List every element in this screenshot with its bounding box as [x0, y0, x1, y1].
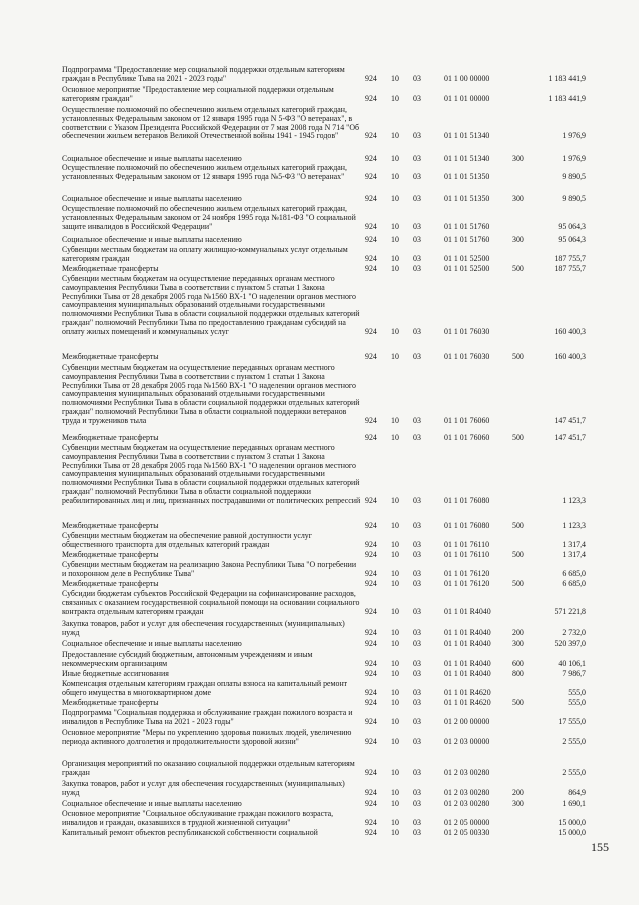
- row-amount: 9 890,5: [562, 171, 586, 181]
- row-subsection-code: 03: [413, 326, 421, 336]
- row-name: Межбюджетные трансферты: [62, 352, 159, 361]
- row-subsection-code: 03: [413, 817, 421, 827]
- row-name: Основное мероприятие "Предоставление мер социальной поддержки отдельным категориям граждан": [62, 85, 334, 103]
- row-amount: 1 317,4: [562, 539, 586, 549]
- row-name: Субвенции местным бюджетам на реализацию Закона Республики Тыва "О погребении и похоронном деле в Республике Тыва": [62, 560, 357, 578]
- row-subsection-code: 03: [413, 93, 421, 103]
- row-target-article-code: 01 1 01 51350: [444, 194, 490, 203]
- row-subsection-code: 03: [413, 521, 421, 530]
- row-admin-code: 924: [365, 264, 377, 273]
- row-admin-code: 924: [365, 550, 377, 559]
- row-section-code: 10: [391, 550, 399, 559]
- row-expense-type-code: 200: [512, 627, 524, 637]
- row-subsection-code: 03: [413, 787, 421, 797]
- row-target-article-code: 01 1 01 76030: [444, 326, 490, 336]
- row-target-article-code: 01 2 03 00280: [444, 799, 490, 808]
- row-target-article-code: 01 2 00 00000: [444, 716, 490, 726]
- row-admin-code: 924: [365, 194, 377, 203]
- row-admin-code: 924: [365, 521, 377, 530]
- row-subsection-code: 03: [413, 568, 421, 578]
- row-section-code: 10: [391, 326, 399, 336]
- row-target-article-code: 01 1 01 51340: [444, 131, 490, 141]
- row-admin-code: 924: [365, 579, 377, 588]
- row-subsection-code: 03: [413, 415, 421, 425]
- row-section-code: 10: [391, 579, 399, 588]
- row-admin-code: 924: [365, 235, 377, 244]
- row-subsection-code: 03: [413, 539, 421, 549]
- row-target-article-code: 01 1 01 51760: [444, 235, 490, 244]
- row-section-code: 10: [391, 568, 399, 578]
- row-target-article-code: 01 1 01 51350: [444, 171, 490, 181]
- row-subsection-code: 03: [413, 235, 421, 244]
- row-name: Субвенции местным бюджетам на оплату жилищно-коммунальных услуг отдельным категориям граждан: [62, 245, 348, 263]
- row-name: Межбюджетные трансферты: [62, 579, 159, 588]
- row-target-article-code: 01 1 01 76080: [444, 521, 490, 530]
- row-name: Субвенции местным бюджетам на осуществление переданных органам местного самоуправления Республики Тыва в соответствии с пунктом 5 статьи 1 Закона Республики Тыва от 28 декабря 2005 года №1560 ВХ-1 "О наделении органов местного самоуправления муниципальных образований отдельными государственными полномочиями Республики Тыва в области социальной поддержки отдельных категорий граждан" полномочий Республики Тыва по предоставлению гражданам субсидий на оплату жилых помещений и коммунальных услуг: [62, 274, 360, 336]
- row-section-code: 10: [391, 799, 399, 808]
- row-section-code: 10: [391, 93, 399, 103]
- row-subsection-code: 03: [413, 221, 421, 231]
- row-section-code: 10: [391, 253, 399, 263]
- row-subsection-code: 03: [413, 736, 421, 746]
- row-target-article-code: 01 1 01 00000: [444, 93, 490, 103]
- page-number: 155: [591, 840, 609, 854]
- row-section-code: 10: [391, 658, 399, 668]
- row-section-code: 10: [391, 539, 399, 549]
- row-amount: 9 890,5: [562, 194, 586, 203]
- row-target-article-code: 01 2 03 00280: [444, 787, 490, 797]
- row-admin-code: 924: [365, 736, 377, 746]
- row-name: Субвенции местным бюджетам на осуществление переданных органам местного самоуправления Республики Тыва в соответствии с пунктом 3 статьи 1 Закона Республики Тыва от 28 декабря 2005 года №1560 ВХ-1 "О наделении органов местного самоуправления муниципальных образований отдельными государственными полномочиями Республики Тыва в области социальной поддержки отдельных категорий граждан" полномочий Республики Тыва в области социальной поддержки реабилитированных лиц и лиц, признанных пострадавшими от политических репрессий: [62, 443, 361, 505]
- row-target-article-code: 01 1 01 76110: [444, 539, 490, 549]
- row-admin-code: 924: [365, 698, 377, 707]
- row-admin-code: 924: [365, 93, 377, 103]
- row-admin-code: 924: [365, 787, 377, 797]
- row-section-code: 10: [391, 669, 399, 678]
- row-section-code: 10: [391, 687, 399, 697]
- row-subsection-code: 03: [413, 433, 421, 442]
- row-subsection-code: 03: [413, 716, 421, 726]
- row-target-article-code: 01 1 01 R4620: [444, 698, 491, 707]
- row-amount: 2 732,0: [562, 627, 586, 637]
- row-subsection-code: 03: [413, 131, 421, 141]
- row-section-code: 10: [391, 495, 399, 505]
- row-expense-type-code: 300: [512, 194, 524, 203]
- row-admin-code: 924: [365, 767, 377, 777]
- row-name: Иные бюджетные ассигнования: [62, 669, 169, 678]
- row-section-code: 10: [391, 817, 399, 827]
- row-admin-code: 924: [365, 221, 377, 231]
- row-section-code: 10: [391, 221, 399, 231]
- row-section-code: 10: [391, 787, 399, 797]
- row-section-code: 10: [391, 828, 399, 837]
- row-section-code: 10: [391, 627, 399, 637]
- row-target-article-code: 01 2 05 00330: [444, 828, 490, 837]
- row-amount: 6 685,0: [562, 579, 586, 588]
- row-target-article-code: 01 1 01 52500: [444, 264, 490, 273]
- row-subsection-code: 03: [413, 171, 421, 181]
- row-name: Межбюджетные трансферты: [62, 264, 159, 273]
- row-amount: 1 183 441,9: [548, 73, 586, 83]
- row-target-article-code: 01 1 01 R4040: [444, 627, 491, 637]
- row-target-article-code: 01 1 00 00000: [444, 73, 490, 83]
- row-amount: 15 000,0: [558, 817, 586, 827]
- row-subsection-code: 03: [413, 194, 421, 203]
- row-expense-type-code: 200: [512, 787, 524, 797]
- row-amount: 147 451,7: [554, 433, 586, 442]
- row-target-article-code: 01 1 01 76120: [444, 579, 490, 588]
- row-section-code: 10: [391, 352, 399, 361]
- row-section-code: 10: [391, 736, 399, 746]
- row-name: Межбюджетные трансферты: [62, 550, 159, 559]
- row-name: Субсидии бюджетам субъектов Российской Федерации на софинансирование расходов, связанных с оказанием государственной социальной помощи на основании социального контракта отдельным категориям граждан: [62, 589, 360, 616]
- row-target-article-code: 01 1 01 76060: [444, 433, 490, 442]
- row-name: Социальное обеспечение и иные выплаты населению: [62, 639, 242, 648]
- row-amount: 40 106,1: [558, 658, 586, 668]
- row-amount: 15 000,0: [558, 828, 586, 837]
- row-expense-type-code: 300: [512, 154, 524, 163]
- row-expense-type-code: 300: [512, 639, 524, 648]
- row-amount: 160 400,3: [554, 326, 586, 336]
- row-name: Субвенции местным бюджетам на осуществление переданных органам местного самоуправления Республики Тыва в соответствии с пунктом 1 статьи 1 Закона Республики Тыва от 28 декабря 2005 года №1560 ВХ-1 "О наделении органов местного самоуправления муниципальных образований отдельными государственными полномочиями Республики Тыва в области социальной поддержки отдельных категорий граждан" полномочий Республики Тыва в области социальной поддержки ветеранов труда и тружеников тыла: [62, 363, 360, 425]
- row-name: Организация мероприятий по оказанию социальной поддержки отдельным категориям граждан: [62, 759, 355, 777]
- row-amount: 1 690,1: [562, 799, 586, 808]
- row-subsection-code: 03: [413, 264, 421, 273]
- row-target-article-code: 01 1 01 76080: [444, 495, 490, 505]
- row-expense-type-code: 500: [512, 352, 524, 361]
- row-subsection-code: 03: [413, 799, 421, 808]
- row-name: Основное мероприятие "Меры по укреплению здоровья пожилых людей, увеличению периода активного долголетия и продолжительности здоровой жизни": [62, 728, 352, 746]
- row-name: Межбюджетные трансферты: [62, 433, 159, 442]
- row-section-code: 10: [391, 171, 399, 181]
- row-amount: 1 317,4: [562, 550, 586, 559]
- row-amount: 864,9: [568, 787, 586, 797]
- row-expense-type-code: 500: [512, 264, 524, 273]
- row-amount: 2 555,0: [562, 767, 586, 777]
- row-admin-code: 924: [365, 828, 377, 837]
- row-expense-type-code: 500: [512, 433, 524, 442]
- row-amount: 555,0: [568, 687, 586, 697]
- row-admin-code: 924: [365, 415, 377, 425]
- row-subsection-code: 03: [413, 495, 421, 505]
- row-section-code: 10: [391, 639, 399, 648]
- row-target-article-code: 01 2 03 00280: [444, 767, 490, 777]
- row-admin-code: 924: [365, 817, 377, 827]
- row-amount: 2 555,0: [562, 736, 586, 746]
- row-admin-code: 924: [365, 495, 377, 505]
- row-amount: 95 064,3: [558, 221, 586, 231]
- row-amount: 1 183 441,9: [548, 93, 586, 103]
- row-amount: 6 685,0: [562, 568, 586, 578]
- row-expense-type-code: 800: [512, 669, 524, 678]
- row-subsection-code: 03: [413, 579, 421, 588]
- row-admin-code: 924: [365, 253, 377, 263]
- row-subsection-code: 03: [413, 828, 421, 837]
- row-target-article-code: 01 1 01 R4040: [444, 669, 491, 678]
- row-subsection-code: 03: [413, 669, 421, 678]
- row-admin-code: 924: [365, 639, 377, 648]
- row-subsection-code: 03: [413, 154, 421, 163]
- row-section-code: 10: [391, 521, 399, 530]
- row-amount: 95 064,3: [558, 235, 586, 244]
- row-amount: 1 123,3: [562, 495, 586, 505]
- row-section-code: 10: [391, 73, 399, 83]
- row-expense-type-code: 500: [512, 550, 524, 559]
- row-subsection-code: 03: [413, 253, 421, 263]
- row-expense-type-code: 300: [512, 799, 524, 808]
- row-subsection-code: 03: [413, 639, 421, 648]
- row-section-code: 10: [391, 698, 399, 707]
- row-amount: 147 451,7: [554, 415, 586, 425]
- row-amount: 1 976,9: [562, 154, 586, 163]
- row-name: Осуществление полномочий по обеспечению жильем отдельных категорий граждан, установленных Федеральным законом от 24 ноября 1995 года №181-ФЗ "О социальной защите инвалидов в Российской Федерации": [62, 204, 356, 231]
- row-admin-code: 924: [365, 433, 377, 442]
- row-name: Осуществление полномочий по обеспечению жильем отдельных категорий граждан, установленных Федеральным законом от 12 января 1995 года N 5-ФЗ "О ветеранах", в соответствии с Указом Президента Российской Федерации от 7 мая 2008 года N 714 "Об обеспечении жильем ветеранов Великой Отечественной войны 1941 - 1945 годов": [62, 105, 360, 141]
- row-admin-code: 924: [365, 73, 377, 83]
- row-admin-code: 924: [365, 627, 377, 637]
- row-name: Закупка товаров, работ и услуг для обеспечения государственных (муниципальных) нужд: [62, 619, 345, 637]
- row-target-article-code: 01 1 01 51760: [444, 221, 490, 231]
- row-name: Межбюджетные трансферты: [62, 521, 159, 530]
- row-name: Капитальный ремонт объектов республиканской собственности социальной: [62, 828, 318, 837]
- row-admin-code: 924: [365, 799, 377, 808]
- row-subsection-code: 03: [413, 658, 421, 668]
- row-subsection-code: 03: [413, 627, 421, 637]
- row-amount: 1 976,9: [562, 131, 586, 141]
- row-name: Субвенции местным бюджетам на обеспечение равной доступности услуг общественного транспорта для отдельных категорий граждан: [62, 531, 312, 549]
- row-name: Социальное обеспечение и иные выплаты населению: [62, 154, 242, 163]
- row-amount: 187 755,7: [554, 253, 586, 263]
- row-target-article-code: 01 1 01 52500: [444, 253, 490, 263]
- row-name: Основное мероприятие "Социальное обслуживание граждан пожилого возраста, инвалидов и граждан, оказавшихся в трудной жизненной ситуации": [62, 809, 334, 827]
- row-target-article-code: 01 2 05 00000: [444, 817, 490, 827]
- row-subsection-code: 03: [413, 73, 421, 83]
- row-name: Подпрограмма "Социальная поддержка и обслуживание граждан пожилого возраста и инвалидов в Республике Тыва на 2021 - 2023 годы": [62, 708, 353, 726]
- row-admin-code: 924: [365, 716, 377, 726]
- row-amount: 571 221,8: [554, 606, 586, 616]
- row-target-article-code: 01 1 01 R4620: [444, 687, 491, 697]
- row-expense-type-code: 300: [512, 235, 524, 244]
- row-section-code: 10: [391, 767, 399, 777]
- row-section-code: 10: [391, 131, 399, 141]
- row-admin-code: 924: [365, 171, 377, 181]
- row-name: Предоставление субсидий бюджетным, автономным учреждениям и иным некоммерческим организациям: [62, 650, 313, 668]
- row-section-code: 10: [391, 433, 399, 442]
- row-section-code: 10: [391, 415, 399, 425]
- row-name: Межбюджетные трансферты: [62, 698, 159, 707]
- row-expense-type-code: 500: [512, 521, 524, 530]
- row-subsection-code: 03: [413, 606, 421, 616]
- row-expense-type-code: 500: [512, 698, 524, 707]
- row-name: Компенсация отдельным категориям граждан оплаты взноса на капитальный ремонт общего имущества в многоквартирном доме: [62, 679, 348, 697]
- row-name: Социальное обеспечение и иные выплаты населению: [62, 235, 242, 244]
- row-name: Осуществление полномочий по обеспечению жильем отдельных категорий граждан, установленных Федеральным законом от 12 января 1995 года №5-ФЗ "О ветеранах": [62, 163, 347, 181]
- row-admin-code: 924: [365, 658, 377, 668]
- row-subsection-code: 03: [413, 767, 421, 777]
- row-target-article-code: 01 1 01 76110: [444, 550, 490, 559]
- row-admin-code: 924: [365, 687, 377, 697]
- row-target-article-code: 01 1 01 R4040: [444, 606, 491, 616]
- row-amount: 555,0: [568, 698, 586, 707]
- row-subsection-code: 03: [413, 550, 421, 559]
- row-subsection-code: 03: [413, 698, 421, 707]
- row-section-code: 10: [391, 235, 399, 244]
- row-amount: 7 986,7: [562, 669, 586, 678]
- row-amount: 17 555,0: [558, 716, 586, 726]
- row-admin-code: 924: [365, 606, 377, 616]
- row-target-article-code: 01 1 01 76060: [444, 415, 490, 425]
- row-admin-code: 924: [365, 352, 377, 361]
- row-target-article-code: 01 1 01 R4040: [444, 639, 491, 648]
- row-subsection-code: 03: [413, 687, 421, 697]
- row-expense-type-code: 600: [512, 658, 524, 668]
- row-admin-code: 924: [365, 131, 377, 141]
- row-amount: 160 400,3: [554, 352, 586, 361]
- row-admin-code: 924: [365, 154, 377, 163]
- row-amount: 1 123,3: [562, 521, 586, 530]
- row-section-code: 10: [391, 154, 399, 163]
- row-section-code: 10: [391, 264, 399, 273]
- row-name: Подпрограмма "Предоставление мер социальной поддержки отдельным категориям граждан в Республике Тыва на 2021 - 2023 годы": [62, 65, 345, 83]
- row-target-article-code: 01 1 01 76030: [444, 352, 490, 361]
- row-target-article-code: 01 1 01 R4040: [444, 658, 491, 668]
- row-admin-code: 924: [365, 326, 377, 336]
- row-admin-code: 924: [365, 669, 377, 678]
- row-target-article-code: 01 1 01 51340: [444, 154, 490, 163]
- row-name: Социальное обеспечение и иные выплаты населению: [62, 194, 242, 203]
- row-target-article-code: 01 1 01 76120: [444, 568, 490, 578]
- row-section-code: 10: [391, 194, 399, 203]
- row-subsection-code: 03: [413, 352, 421, 361]
- row-admin-code: 924: [365, 539, 377, 549]
- row-target-article-code: 01 2 03 00000: [444, 736, 490, 746]
- row-expense-type-code: 500: [512, 579, 524, 588]
- row-section-code: 10: [391, 606, 399, 616]
- row-amount: 187 755,7: [554, 264, 586, 273]
- row-amount: 520 397,0: [554, 639, 586, 648]
- row-name: Закупка товаров, работ и услуг для обеспечения государственных (муниципальных) нужд: [62, 779, 345, 797]
- row-section-code: 10: [391, 716, 399, 726]
- row-admin-code: 924: [365, 568, 377, 578]
- row-name: Социальное обеспечение и иные выплаты населению: [62, 799, 242, 808]
